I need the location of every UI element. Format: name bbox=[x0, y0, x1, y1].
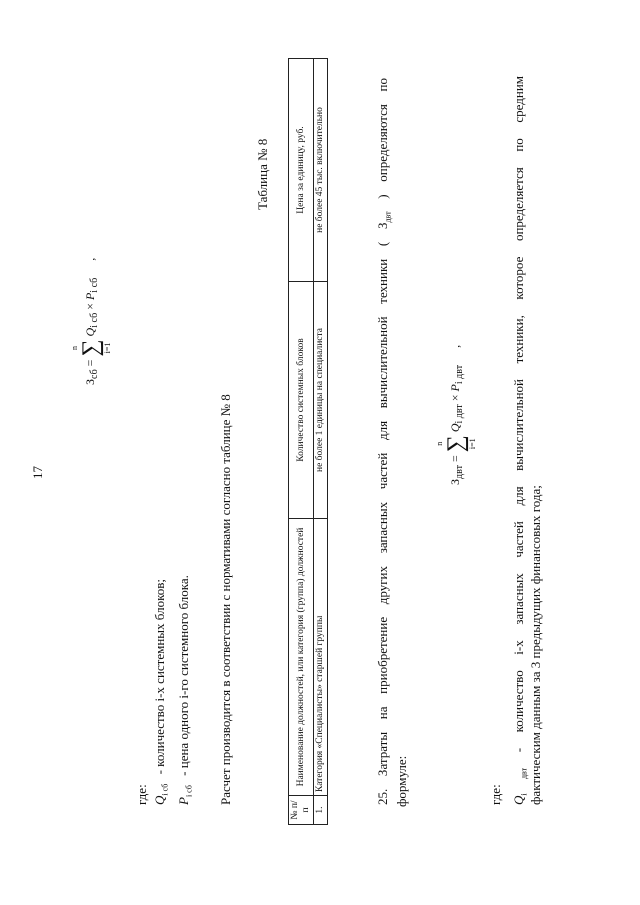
table-cell: 1. bbox=[314, 796, 328, 825]
paragraph-25-line1: 25. Затраты на приобретение других запасных частей для вычислительной техники ( $З_{двт}$ ) определяются по bbox=[375, 78, 393, 805]
page-number: 17 bbox=[30, 466, 45, 479]
header-cell: Количество системных блоков bbox=[289, 282, 314, 519]
header-cell: Цена за единицу, руб. bbox=[289, 59, 314, 282]
header-cell: № п/п bbox=[289, 796, 314, 825]
norms-table bbox=[288, 58, 328, 825]
formula-system-blocks: $З_{сб}$ = n ∑ i=1 $Q_{i сб} \times P_{i сб}$ , bbox=[70, 257, 112, 385]
table-cell: не более 45 тыс. включительно bbox=[314, 59, 328, 282]
where1-item-q: $Q_{i сб}$ - количество i-х системных блоков; bbox=[152, 579, 170, 805]
table-row bbox=[314, 59, 328, 825]
where-label-1: где: bbox=[134, 784, 149, 805]
sum-operator: n ∑ i=1 bbox=[70, 339, 112, 357]
table-title: Таблица № 8 bbox=[255, 138, 270, 210]
formula-other-parts: $З_{двт}$ = n ∑ i=1 $Q_{i двт} \times P_{i двт}$ , bbox=[435, 344, 477, 485]
table-cell: Категория «Специалисты» старшей группы bbox=[314, 519, 328, 796]
calc-note: Расчет производится в соответствии с нормативами согласно таблице № 8 bbox=[218, 394, 233, 805]
paragraph-25-line2: формуле: bbox=[394, 755, 409, 807]
where2-item-q: $Q_{i двт}$ - количество i-х запасных частей для вычислительной техники, которое определяется по средним bbox=[511, 76, 529, 805]
where2-continuation: фактическим данным за 3 предыдущих финансовых года; bbox=[528, 485, 543, 805]
header-cell: Наименование должностей, или категория (группа) должностей bbox=[289, 519, 314, 796]
table-cell: не более 1 единицы на специалиста bbox=[314, 282, 328, 519]
where1-item-p: $P_{i сб}$ - цена одного i-го системного блока. bbox=[176, 575, 194, 805]
sum-operator: n ∑ i=1 bbox=[435, 435, 477, 453]
where-label-2: где: bbox=[488, 784, 503, 805]
table-header-row bbox=[289, 59, 314, 825]
